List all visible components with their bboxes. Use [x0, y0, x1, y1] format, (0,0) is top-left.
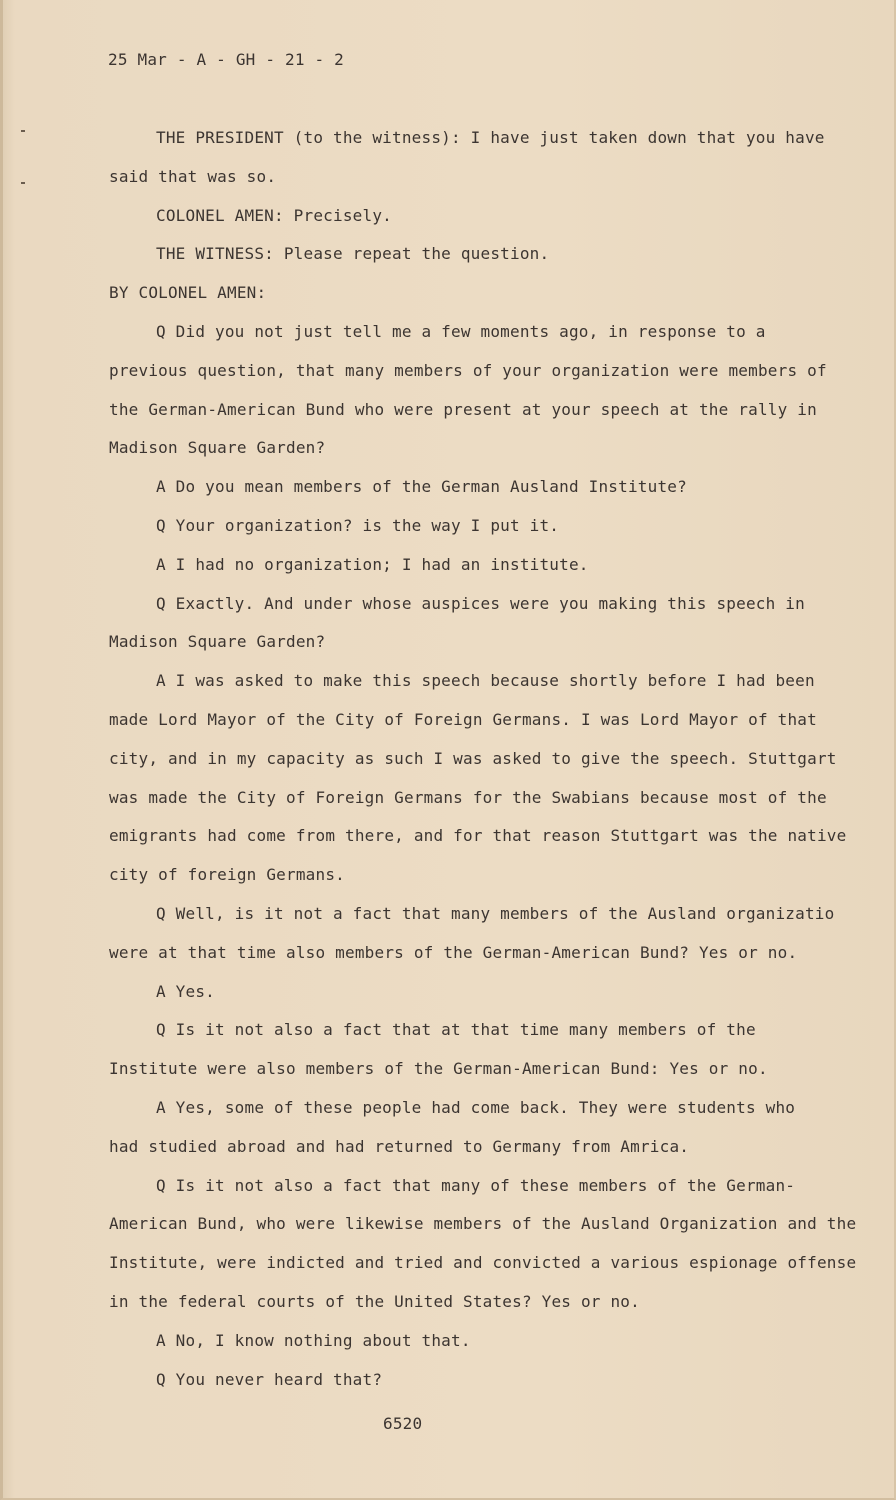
transcript-line: were at that time also members of the German-American Bund? Yes or no.: [109, 942, 798, 962]
transcript-line: Q Well, is it not a fact that many members of the Ausland organizatio: [156, 904, 835, 923]
transcript-line: Q Exactly. And under whose auspices were you making this speech in: [156, 593, 805, 613]
transcript-line: emigrants had come from there, and for that reason Stuttgart was the native: [109, 826, 847, 846]
margin-mark: [21, 182, 25, 184]
transcript-line: A I was asked to make this speech because shortly before I had been: [156, 671, 815, 691]
transcript-line: Institute were also members of the German-American Bund: Yes or no.: [109, 1059, 768, 1079]
transcript-line: A Yes, some of these people had come back. They were students who: [156, 1098, 796, 1117]
transcript-line: Madison Square Garden?: [109, 632, 326, 652]
transcript-line: THE WITNESS: Please repeat the question.: [156, 244, 550, 264]
transcript-line: was made the City of Foreign Germans for the Swabians because most of the: [109, 787, 827, 807]
transcript-line: Q Did you not just tell me a few moments ago, in response to a: [156, 322, 766, 341]
transcript-line: American Bund, who were likewise members of the Ausland Organization and the: [109, 1214, 857, 1234]
transcript-line: A I had no organization; I had an institute.: [156, 554, 589, 574]
transcript-line: Institute, were indicted and tried and convicted a various espionage offense: [109, 1253, 857, 1273]
page-number: 6520: [383, 1414, 423, 1433]
transcript-line: previous question, that many members of your organization were members of: [109, 360, 827, 380]
transcript-line: in the federal courts of the United States? Yes or no.: [109, 1292, 640, 1311]
transcript-line: Q Your organization? is the way I put it.: [156, 516, 560, 535]
transcript-line: THE PRESIDENT (to the witness): I have just taken down that you have: [156, 128, 825, 147]
margin-mark: [21, 130, 25, 132]
transcript-line: city of foreign Germans.: [109, 865, 345, 885]
page-reference: 25 Mar - A - GH - 21 - 2: [108, 50, 344, 69]
transcript-line: BY COLONEL AMEN:: [109, 283, 267, 303]
transcript-line: Madison Square Garden?: [109, 438, 326, 458]
transcript-line: had studied abroad and had returned to Germany from Amrica.: [109, 1136, 690, 1156]
transcript-line: Q Is it not also a fact that at that time many members of the: [156, 1020, 756, 1040]
transcript-line: Q Is it not also a fact that many of these members of the German-: [156, 1175, 796, 1195]
transcript-line: city, and in my capacity as such I was asked to give the speech. Stuttgart: [109, 748, 837, 768]
transcript-line: A No, I know nothing about that.: [156, 1330, 471, 1350]
transcript-line: Q You never heard that?: [156, 1369, 383, 1389]
transcript-line: made Lord Mayor of the City of Foreign Germans. I was Lord Mayor of that: [109, 710, 817, 729]
transcript-line: said that was so.: [109, 166, 277, 186]
transcript-line: the German-American Bund who were present at your speech at the rally in: [109, 399, 817, 419]
transcript-line: A Yes.: [156, 981, 215, 1001]
transcript-line: COLONEL AMEN: Precisely.: [156, 205, 392, 225]
transcript-line: A Do you mean members of the German Ausland Institute?: [156, 477, 687, 497]
